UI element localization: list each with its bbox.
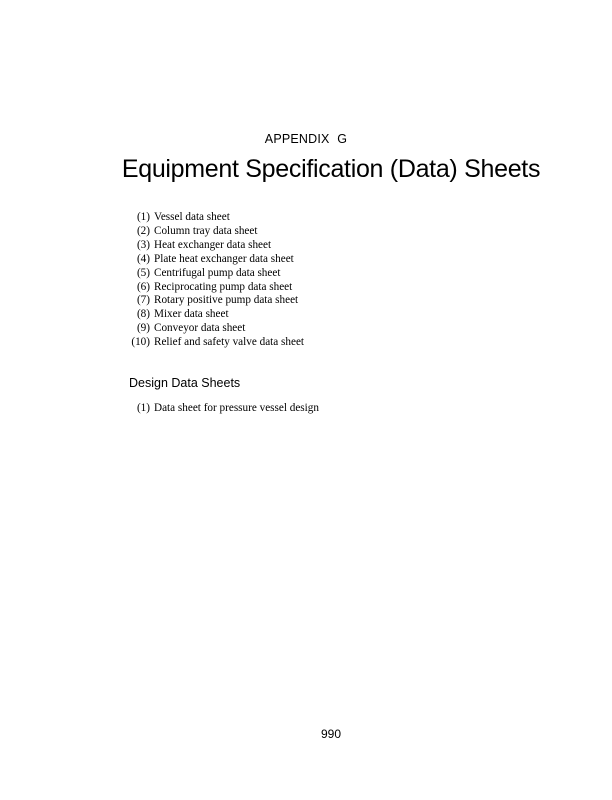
- item-number: (8): [136, 308, 150, 321]
- item-number: (10): [131, 336, 150, 349]
- item-number: (9): [136, 322, 150, 335]
- list-item: [127, 308, 304, 322]
- list-item: [127, 267, 304, 281]
- item-text: Rotary positive pump data sheet: [154, 294, 299, 307]
- item-text: Data sheet for pressure vessel design: [154, 402, 319, 414]
- item-text: Vessel data sheet: [154, 211, 230, 223]
- item-number: (4): [136, 252, 150, 265]
- item-number: (5): [136, 266, 150, 279]
- item-text: Column tray data sheet: [154, 224, 258, 237]
- list-item: [127, 402, 319, 416]
- item-text: Conveyor data sheet: [154, 322, 246, 335]
- item-text: Plate heat exchanger data sheet: [154, 252, 294, 265]
- item-number: (1): [136, 211, 150, 223]
- item-number: (1): [136, 402, 150, 414]
- design-sheet-list: [127, 402, 319, 416]
- list-item: [127, 336, 304, 350]
- item-number: (3): [136, 238, 150, 251]
- page-title: Equipment Specification (Data) Sheets: [121, 155, 541, 183]
- item-text: Reciprocating pump data sheet: [154, 280, 293, 293]
- list-item: [127, 239, 304, 253]
- list-item: [127, 281, 304, 295]
- item-text: Heat exchanger data sheet: [154, 238, 272, 251]
- item-number: (6): [136, 280, 150, 293]
- section-heading: Design Data Sheets: [129, 376, 241, 390]
- list-item: [127, 211, 304, 225]
- list-item: [127, 225, 304, 239]
- data-sheet-list: [127, 211, 304, 350]
- appendix-label: APPENDIX G: [264, 132, 348, 146]
- item-text: Relief and safety valve data sheet: [154, 336, 305, 349]
- item-number: (2): [136, 224, 150, 237]
- item-text: Mixer data sheet: [154, 308, 229, 321]
- item-text: Centrifugal pump data sheet: [154, 266, 281, 279]
- list-item: [127, 294, 304, 308]
- list-item: [127, 322, 304, 336]
- list-item: [127, 253, 304, 267]
- page-number: 990: [320, 727, 342, 741]
- item-number: (7): [136, 294, 150, 307]
